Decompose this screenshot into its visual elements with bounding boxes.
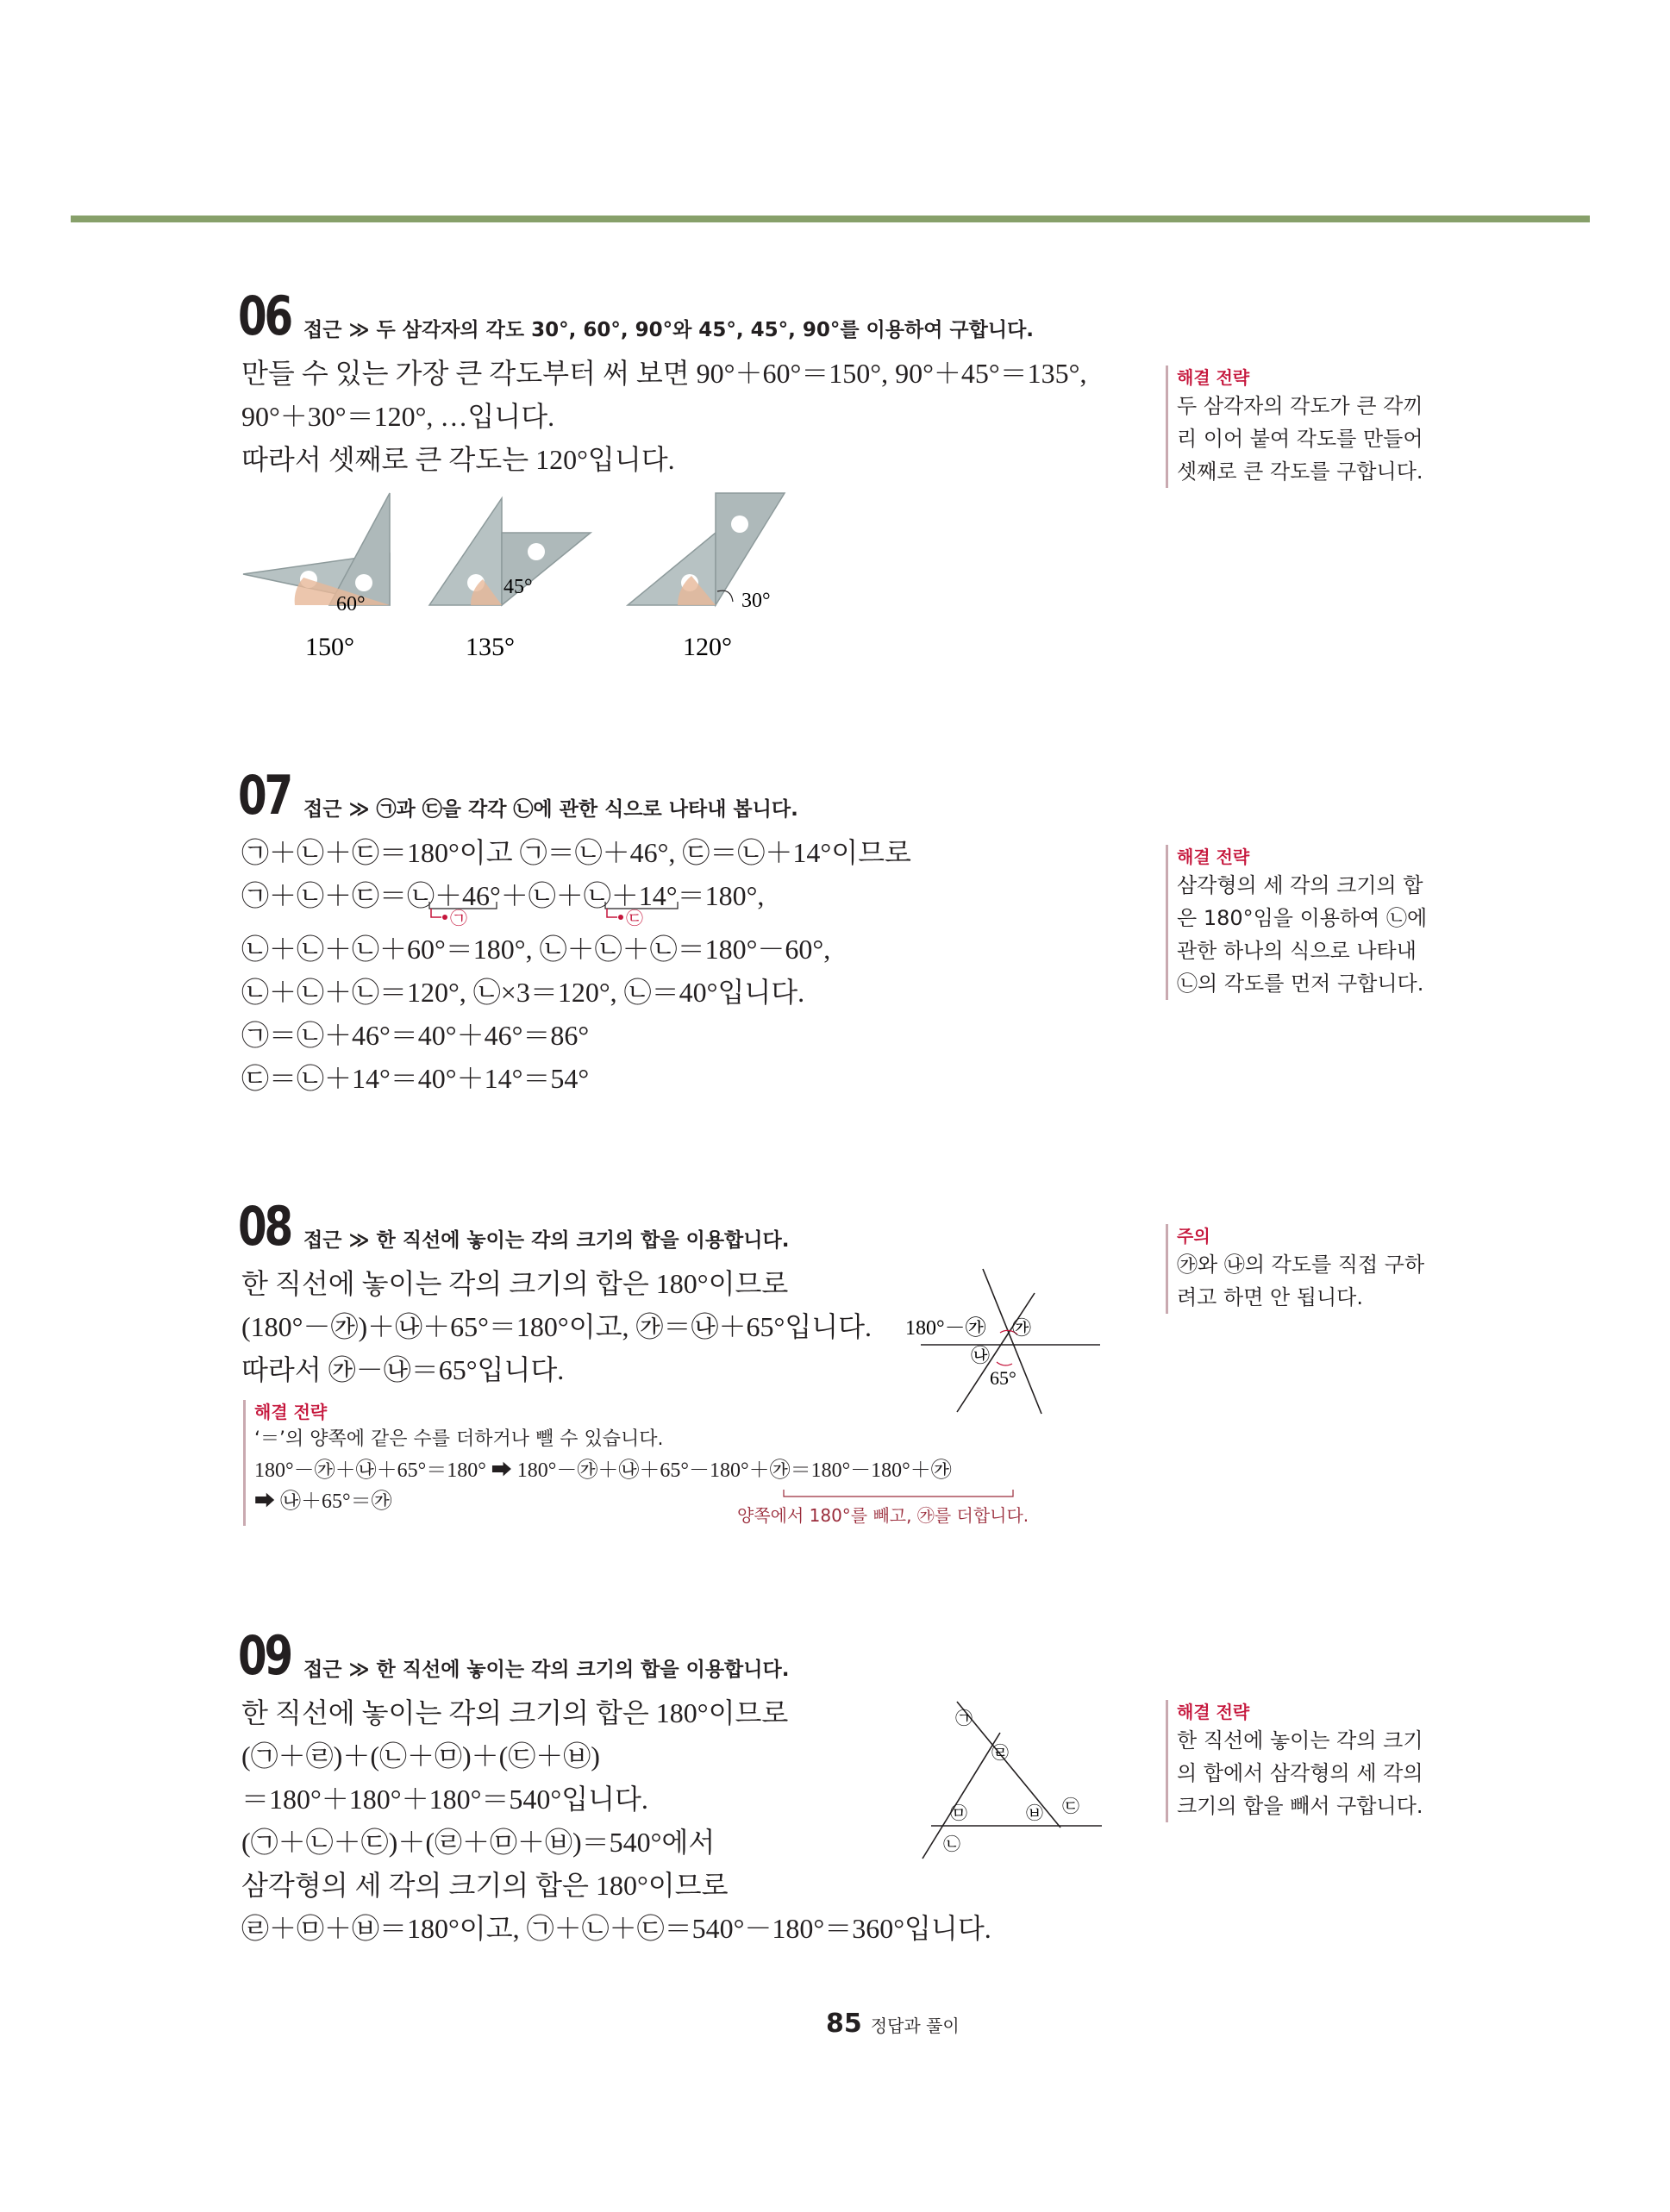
strategy-line: ➡ ㉯＋65°＝㉮	[254, 1490, 392, 1513]
solution-line: 따라서 ㉮－㉯＝65°입니다.	[241, 1354, 565, 1385]
solution-line: ㉠＋㉡＋㉢＝180°이고 ㉠＝㉡＋46°, ㉢＝㉡＋14°이므로	[241, 837, 911, 868]
footer-label: 정답과 풀이	[870, 2015, 960, 2036]
side-note-line: 셋째로 큰 각도를 구합니다.	[1177, 459, 1423, 484]
strategy-title: 해결 전략	[254, 1402, 328, 1422]
figure-label: ㉠	[955, 1709, 973, 1728]
solution-body	[241, 1262, 872, 1391]
set-square-combo-120	[628, 493, 785, 661]
solution-line: ㉡＋㉡＋㉡＝120°, ㉡×3＝120°, ㉡＝40°입니다.	[241, 977, 805, 1008]
side-note-line: 리 이어 붙여 각도를 만들어	[1177, 427, 1423, 451]
solution-line: ㉡＋㉡＋㉡＋60°＝180°, ㉡＋㉡＋㉡＝180°－60°,	[241, 934, 831, 965]
solution-line: ㉠＝㉡＋46°＝40°＋46°＝86°	[241, 1020, 590, 1051]
figure-caption: 120°	[683, 633, 732, 661]
marker-label: ㉠	[450, 909, 467, 928]
approach-text: 접근 ≫ 한 직선에 놓이는 각의 크기의 합을 이용합니다.	[303, 1229, 790, 1252]
problem-number: 06	[238, 284, 291, 347]
side-note-title: 해결 전략	[1177, 367, 1250, 388]
figure-label: ㉡	[943, 1835, 960, 1854]
problem-number: 08	[238, 1195, 291, 1258]
solution-line: 삼각형의 세 각의 크기의 합은 180°이므로	[241, 1870, 729, 1901]
solution-line: (㉠＋㉣)＋(㉡＋㉤)＋(㉢＋㉥)	[241, 1740, 600, 1771]
strategy-line: 180°－㉮＋㉯＋65°＝180° ➡ 180°－㉮＋㉯＋65°－180°＋㉮＝180°－180°＋㉮	[254, 1459, 952, 1482]
solution-line: (180°－㉮)＋㉯＋65°＝180°이고, ㉮＝㉯＋65°입니다.	[241, 1311, 873, 1342]
side-note-line: 은 180°임을 이용하여 ㉡에	[1177, 906, 1428, 930]
line-angle-figure	[905, 1267, 1112, 1422]
solution-body	[241, 831, 911, 1100]
problem-number: 07	[238, 764, 291, 827]
side-note-line: 크기의 합을 빼서 구합니다.	[1177, 1794, 1423, 1818]
figure-label: ㉯	[971, 1345, 991, 1366]
approach-text: 접근 ≫ ㉠과 ㉢을 각각 ㉡에 관한 식으로 나타내 봅니다.	[303, 798, 798, 821]
strategy-bracket	[780, 1488, 1022, 1503]
solution-line: 한 직선에 놓이는 각의 크기의 합은 180°이므로	[241, 1268, 789, 1299]
figure-label: ㉮	[1012, 1317, 1032, 1339]
side-note-line: 삼각형의 세 각의 크기의 합	[1177, 873, 1423, 897]
figure-label: 65°	[990, 1367, 1016, 1389]
side-note-title: 해결 전략	[1177, 1702, 1250, 1722]
header-rule	[71, 216, 1590, 222]
angle-label: 60°	[336, 593, 366, 615]
set-squares-figure	[233, 483, 819, 672]
angle-label: 45°	[504, 576, 533, 598]
figure-caption: 135°	[466, 633, 515, 661]
solution-line: 따라서 셋째로 큰 각도는 120°입니다.	[241, 444, 675, 475]
side-note-line: 려고 하면 안 됩니다.	[1177, 1285, 1363, 1309]
set-square-combo-150	[243, 493, 390, 661]
figure-label: ㉣	[991, 1744, 1009, 1763]
side-note-08	[1166, 1224, 1461, 1314]
solution-body	[241, 1691, 991, 1950]
figure-label: ㉢	[1062, 1797, 1079, 1816]
solution-line: (㉠＋㉡＋㉢)＋(㉣＋㉤＋㉥)＝540°에서	[241, 1827, 716, 1858]
side-note-line: 두 삼각자의 각도가 큰 각끼	[1177, 394, 1423, 418]
page-footer	[826, 2009, 960, 2039]
substitution-markers	[414, 897, 690, 940]
side-note-title: 해결 전략	[1177, 847, 1250, 867]
side-note-line: ㉮와 ㉯의 각도를 직접 구하	[1177, 1253, 1425, 1277]
strategy-box-08	[243, 1400, 1125, 1526]
figure-caption: 150°	[305, 633, 354, 661]
solution-line: 만들 수 있는 가장 큰 각도부터 써 보면 90°＋60°＝150°, 90°＋45°＝135°,	[241, 358, 1087, 389]
solution-line: ㉢＝㉡＋14°＝40°＋14°＝54°	[241, 1063, 590, 1094]
figure-label: ㉤	[950, 1804, 967, 1823]
side-note-06	[1166, 366, 1461, 488]
side-note-title: 주의	[1177, 1226, 1210, 1247]
side-note-line: ㉡의 각도를 먼저 구합니다.	[1177, 972, 1424, 996]
approach-text: 접근 ≫ 한 직선에 놓이는 각의 크기의 합을 이용합니다.	[303, 1659, 790, 1681]
solution-line: 한 직선에 놓이는 각의 크기의 합은 180°이므로	[241, 1697, 789, 1728]
solution-line: 90°＋30°＝120°, …입니다.	[241, 401, 555, 432]
marker-label: ㉢	[626, 909, 643, 928]
angle-label: 30°	[741, 590, 771, 612]
set-square-combo-135	[429, 498, 591, 661]
triangle-angle-figure	[914, 1698, 1112, 1871]
figure-label: 180°－㉮	[905, 1317, 986, 1340]
solution-line: ＝180°＋180°＋180°＝540°입니다.	[241, 1784, 648, 1815]
solution-line: ㉠＋㉡＋㉢＝㉡＋46°＋㉡＋㉡＋14°＝180°,	[241, 880, 765, 911]
problem-number: 09	[238, 1624, 291, 1687]
approach-text: 접근 ≫ 두 삼각자의 각도 30°, 60°, 90°와 45°, 45°, 90°를 이용하여 구합니다.	[303, 319, 1035, 341]
figure-label: ㉥	[1026, 1804, 1043, 1823]
side-note-line: 한 직선에 놓이는 각의 크기	[1177, 1728, 1423, 1753]
side-note-line: 관한 하나의 식으로 나타내	[1177, 939, 1417, 963]
side-note-09	[1166, 1700, 1461, 1822]
solution-body	[241, 352, 1086, 481]
side-note-07	[1166, 845, 1461, 1000]
solution-line: ㉣＋㉤＋㉥＝180°이고, ㉠＋㉡＋㉢＝540°－180°＝360°입니다.	[241, 1913, 991, 1944]
page-number: 85	[826, 2009, 862, 2039]
strategy-line: ‘＝’의 양쪽에 같은 수를 더하거나 뺄 수 있습니다.	[254, 1428, 664, 1450]
side-note-line: 의 합에서 삼각형의 세 각의	[1177, 1761, 1423, 1785]
strategy-note: 양쪽에서 180°를 빼고, ㉮를 더합니다.	[737, 1505, 1029, 1526]
